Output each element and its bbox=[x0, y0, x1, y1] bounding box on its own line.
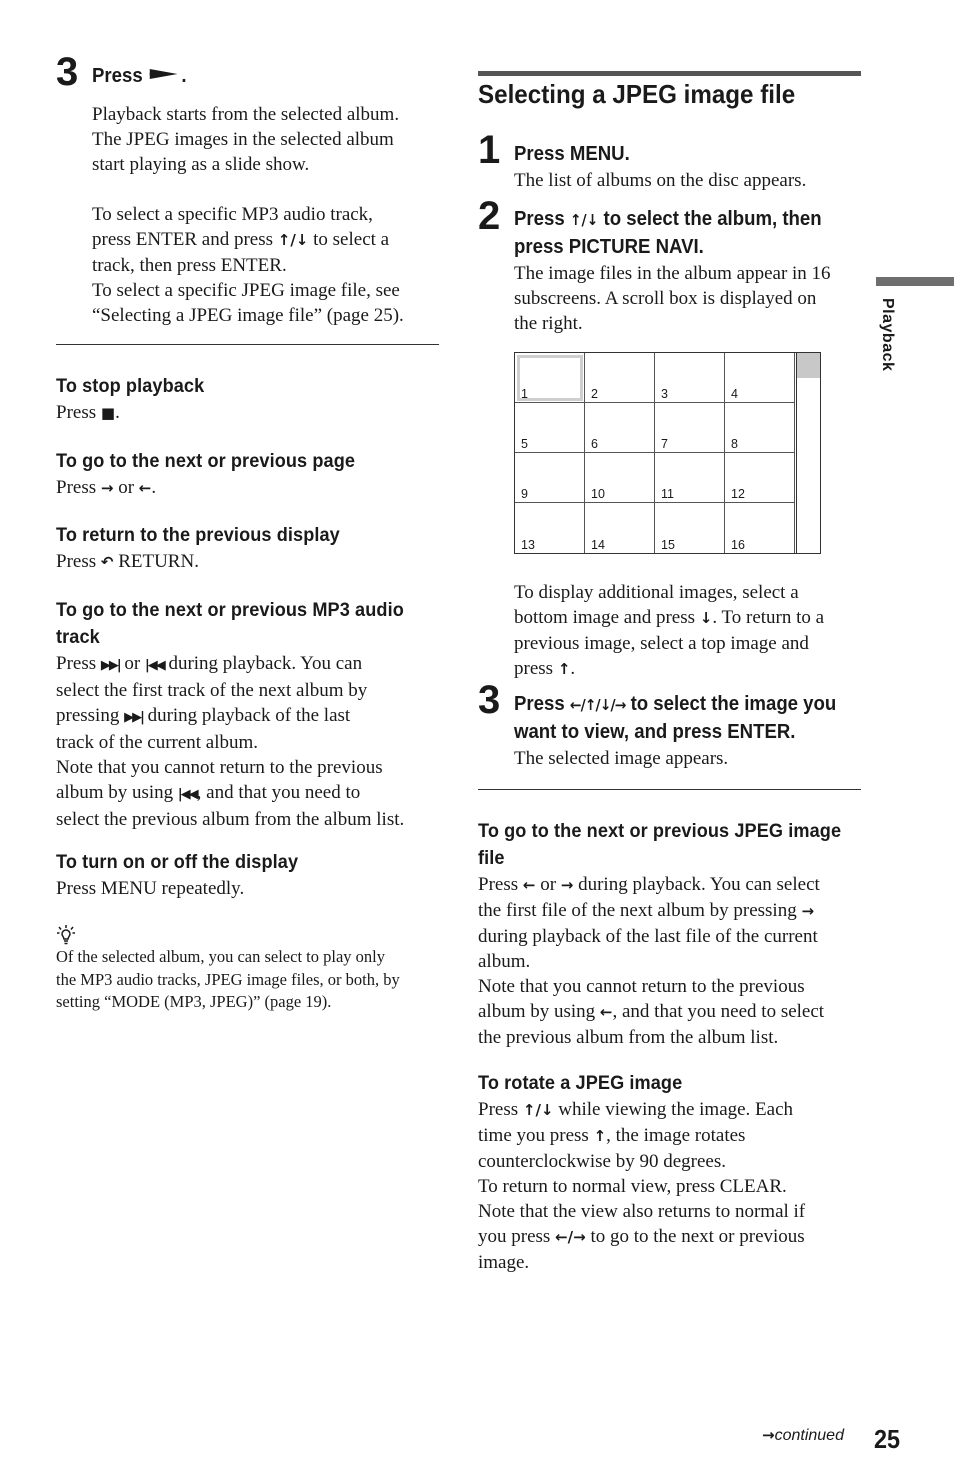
step3-block: Press ←/↑/↓/→ to select the image you want to view, and press ENTER. The selected image appears. bbox=[514, 691, 884, 771]
cell-number: 9 bbox=[521, 487, 528, 501]
cell-number: 16 bbox=[731, 538, 745, 552]
divider bbox=[478, 789, 861, 790]
step3-description bbox=[92, 102, 452, 328]
previous-track-icon: |◀◀ bbox=[144, 658, 164, 673]
section-title: To go to the next or previous MP3 audio bbox=[56, 599, 404, 621]
subscreen-cell bbox=[655, 353, 725, 403]
direction-arrows-icon: ←/↑/↓/→ bbox=[569, 696, 626, 714]
cell-number: 2 bbox=[591, 387, 598, 401]
left-right-arrow-icon: ←/→ bbox=[555, 1228, 586, 1246]
subscreen-cell bbox=[515, 353, 585, 403]
left-arrow-icon: ← bbox=[138, 479, 152, 497]
up-arrow-icon: ↑ bbox=[593, 1127, 607, 1145]
subscreen-cell bbox=[655, 503, 725, 553]
step-title-text: Press bbox=[92, 65, 148, 87]
cell-number: 13 bbox=[521, 538, 535, 552]
right-arrow-icon: → bbox=[762, 1426, 775, 1444]
left-arrow-icon: ← bbox=[522, 876, 536, 894]
down-arrow-icon: ↓ bbox=[699, 609, 713, 627]
p2-line: To select a specific JPEG image file, see bbox=[92, 280, 400, 301]
subscreen-cell bbox=[515, 453, 585, 503]
page-title: Selecting a JPEG image file bbox=[478, 79, 796, 109]
cell-number: 3 bbox=[661, 387, 668, 401]
scroll-thumb bbox=[797, 353, 820, 378]
section-title: track bbox=[56, 626, 100, 648]
step-number: 3 bbox=[56, 50, 79, 94]
cell-number: 6 bbox=[591, 437, 598, 451]
subscreen-grid bbox=[514, 352, 821, 554]
stop-section: To stop playback Press ■. bbox=[56, 373, 456, 426]
next-track-icon: ▶▶| bbox=[124, 710, 143, 725]
section-title: file bbox=[478, 847, 505, 869]
step-number: 3 bbox=[478, 678, 501, 722]
subscreen-cell bbox=[585, 453, 655, 503]
step-number: 1 bbox=[478, 128, 501, 172]
step2-after: To display additional images, select a bottom image and press ↓. To return to a previous image, select a top image and press ↑. bbox=[514, 582, 825, 679]
step1-block: Press MENU. The list of albums on the disc appears. bbox=[514, 141, 874, 193]
section-title: To stop playback bbox=[56, 375, 205, 397]
subscreen-cell bbox=[725, 453, 795, 503]
page-section: To go to the next or previous page Press → or ←. bbox=[56, 448, 456, 501]
page-number: 25 bbox=[874, 1424, 901, 1454]
step-title: Press ←/↑/↓/→ to select the image you bbox=[514, 693, 837, 715]
subscreen-cell bbox=[585, 403, 655, 453]
subscreen-cell bbox=[655, 453, 725, 503]
side-tab-bar bbox=[876, 277, 954, 286]
up-down-arrow-icon: ↑/↓ bbox=[569, 211, 599, 229]
up-down-arrow-icon: ↑/↓ bbox=[277, 231, 309, 249]
step-title: press PICTURE NAVI. bbox=[514, 236, 704, 258]
p1-line: Playback starts from the selected album. bbox=[92, 104, 400, 125]
subscreen-cell bbox=[655, 403, 725, 453]
cell-number: 12 bbox=[731, 487, 745, 501]
section-title: To go to the next or previous JPEG image bbox=[478, 820, 842, 842]
step-title: Press MENU. bbox=[514, 143, 630, 165]
section-title: To return to the previous display bbox=[56, 524, 340, 546]
right-arrow-icon: → bbox=[560, 876, 574, 894]
right-arrow-icon: → bbox=[801, 902, 815, 920]
stop-icon: ■ bbox=[100, 404, 116, 422]
subscreen-cell bbox=[725, 403, 795, 453]
play-icon bbox=[150, 63, 182, 90]
cell-number: 1 bbox=[521, 387, 528, 401]
p2-line: press ENTER and press ↑/↓ to select a bbox=[92, 229, 390, 250]
tip-text: Of the selected album, you can select to play only the MP3 audio tracks, JPEG image files, or both, by setting “MODE (MP3, JPEG)” (page 19). bbox=[56, 947, 400, 1011]
p2-line: To select a specific MP3 audio track, bbox=[92, 204, 373, 225]
return-section: To return to the previous display Press ↶ RETURN. bbox=[56, 522, 456, 575]
rotate-section: To rotate a JPEG image Press ↑/↓ while viewing the image. Each time you press ↑, the image rotates counterclockwise by 90 degrees. To return to normal view, press CLEAR. Note that the view also returns to normal if you press ←/→ to go to the next or previous image. bbox=[478, 1070, 878, 1275]
return-icon: ↶ bbox=[100, 553, 114, 571]
p2-line: “Selecting a JPEG image file” (page 25). bbox=[92, 305, 404, 326]
jpeg-section: To go to the next or previous JPEG image file Press ← or → during playback. You can select the first file of the next album by pressing → during playback of the last file of the current album. Note that you cannot return to the previous album by using ←, and that you need to select the previous album from the album list. bbox=[478, 818, 878, 1050]
p1-line: start playing as a slide show. bbox=[92, 154, 310, 175]
p1-line: The JPEG images in the selected album bbox=[92, 129, 394, 150]
scroll-box bbox=[796, 353, 820, 553]
step2-block: Press ↑/↓ to select the album, then press PICTURE NAVI. The image files in the album appear in 16 subscreens. A scroll box is displayed on the right. bbox=[514, 206, 884, 336]
cell-number: 7 bbox=[661, 437, 668, 451]
next-track-icon: ▶▶| bbox=[100, 658, 120, 673]
display-section: To turn on or off the display Press MENU repeatedly. bbox=[56, 849, 456, 901]
step-title: Press ↑/↓ to select the album, then bbox=[514, 208, 822, 230]
subscreen-cell bbox=[585, 503, 655, 553]
cell-number: 10 bbox=[591, 487, 605, 501]
cell-number: 11 bbox=[661, 487, 674, 501]
step-number: 2 bbox=[478, 194, 501, 238]
subscreen-cell bbox=[725, 503, 795, 553]
step-title: Press . bbox=[92, 63, 194, 90]
cell-number: 5 bbox=[521, 437, 528, 451]
up-down-arrow-icon: ↑/↓ bbox=[522, 1101, 554, 1119]
cell-number: 15 bbox=[661, 538, 675, 552]
left-arrow-icon: ← bbox=[599, 1003, 613, 1021]
section-title: To rotate a JPEG image bbox=[478, 1072, 683, 1094]
section-title: To turn on or off the display bbox=[56, 851, 299, 873]
section-title: To go to the next or previous page bbox=[56, 450, 356, 472]
right-arrow-icon: → bbox=[100, 479, 114, 497]
subscreen-cell bbox=[725, 353, 795, 403]
subscreen-cell bbox=[585, 353, 655, 403]
mp3-section: To go to the next or previous MP3 audio track Press ▶▶| or |◀◀ during playback. You can select the first track of the next album by pressing ▶▶| during playback of the last track of the current album. Note that you cannot return to the previous album by using |◀◀, and that you need to select the previous album from the album list. bbox=[56, 597, 456, 832]
up-arrow-icon: ↑ bbox=[557, 660, 571, 678]
cell-number: 8 bbox=[731, 437, 738, 451]
divider bbox=[56, 344, 439, 345]
heading-bar bbox=[478, 71, 861, 76]
step-title: want to view, and press ENTER. bbox=[514, 721, 796, 743]
p2-line: track, then press ENTER. bbox=[92, 255, 287, 276]
cell-number: 14 bbox=[591, 538, 605, 552]
subscreen-cell bbox=[515, 503, 585, 553]
continued-label: →continued bbox=[762, 1426, 844, 1444]
previous-track-icon: |◀◀ bbox=[177, 787, 197, 802]
cell-number: 4 bbox=[731, 387, 738, 401]
subscreen-cell bbox=[515, 403, 585, 453]
side-tab-label: Playback bbox=[879, 298, 896, 372]
